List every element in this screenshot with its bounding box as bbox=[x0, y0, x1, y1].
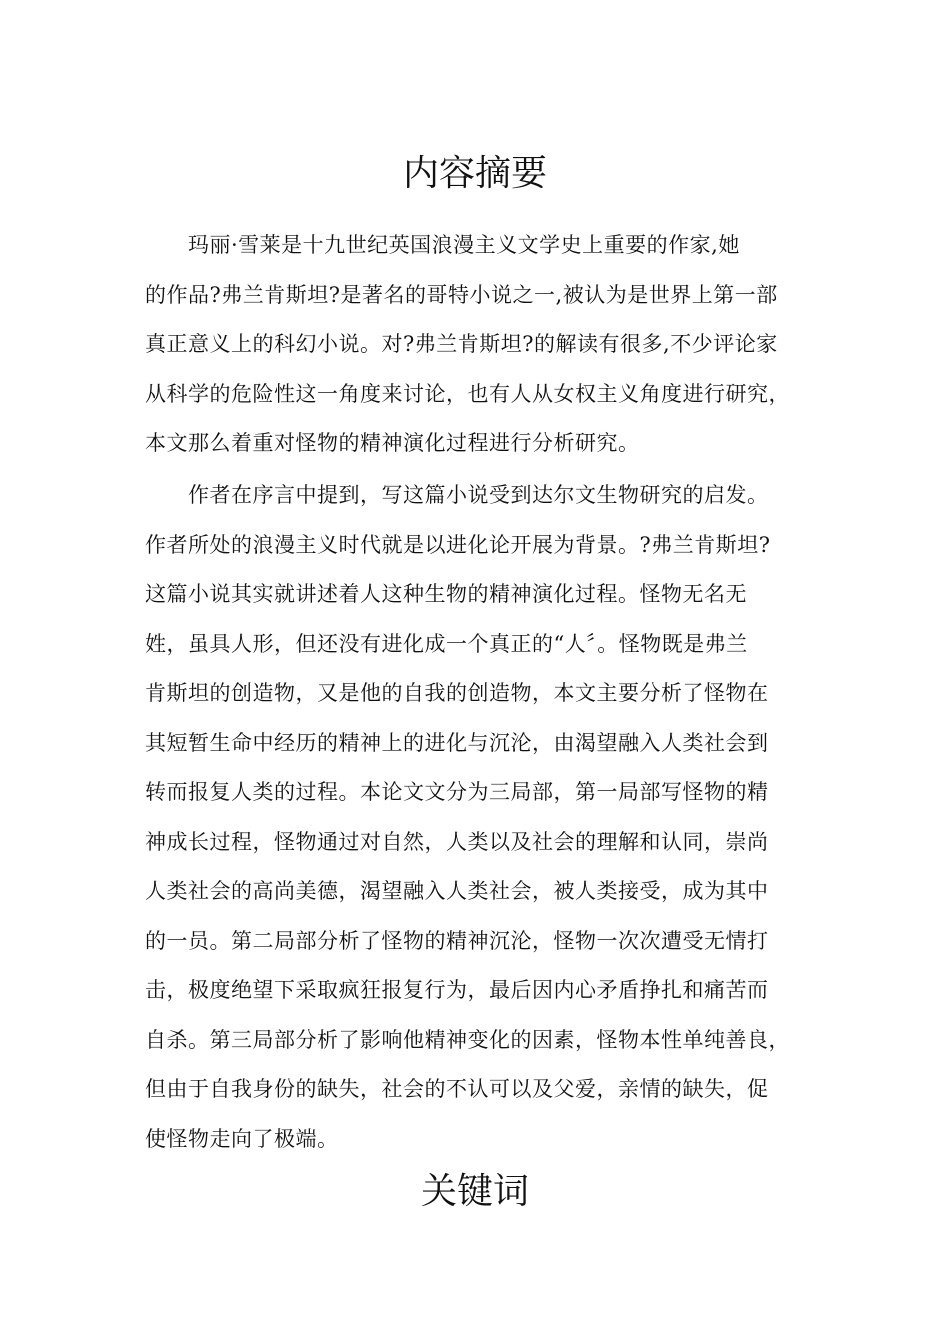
paragraph-2-line-9: 人类社会的高尚美德，渴望融入人类社会，被人类接受，成为其中 bbox=[145, 879, 769, 903]
paragraph-2-line-14: 使怪物走向了极端。 bbox=[145, 1127, 339, 1151]
keywords-heading: 关键词 bbox=[420, 1171, 529, 1212]
paragraph-2-line-3: 这篇小说其实就讲述着人这种生物的精神演化过程。怪物无名无 bbox=[145, 582, 747, 606]
paragraph-1-line-1: 玛丽·雪莱是十九世纪英国浪漫主义文学史上重要的作家,她 bbox=[188, 233, 740, 257]
paragraph-2-line-6: 其短暂生命中经历的精神上的进化与沉沦，由渴望融入人类社会到 bbox=[145, 731, 769, 755]
paragraph-2-line-10: 的一员。第二局部分析了怪物的精神沉沦，怪物一次次遭受无情打 bbox=[145, 929, 769, 953]
paragraph-1-line-3: 真正意义上的科幻小说。对?弗兰肯斯坦?的解读有很多,不少评论家 bbox=[145, 332, 778, 356]
page-title: 内容摘要 bbox=[402, 153, 547, 194]
paragraph-1-line-2: 的作品?弗兰肯斯坦?是著名的哥特小说之一,被认为是世界上第一部 bbox=[145, 283, 778, 307]
paragraph-2-line-2: 作者所处的浪漫主义时代就是以进化论开展为背景。?弗兰肯斯坦? bbox=[145, 533, 771, 557]
paragraph-1-line-5: 本文那么着重对怪物的精神演化过程进行分析研究。 bbox=[145, 431, 640, 455]
paragraph-2-line-11: 击，极度绝望下采取疯狂报复行为，最后因内心矛盾挣扎和痛苦而 bbox=[145, 978, 769, 1002]
paragraph-2-line-13: 但由于自我身份的缺失，社会的不认可以及父爱，亲情的缺失，促 bbox=[145, 1077, 769, 1101]
paragraph-2-line-7: 转而报复人类的过程。本论文文分为三局部，第一局部写怪物的精 bbox=[145, 780, 769, 804]
paragraph-2-line-12: 自杀。第三局部分析了影响他精神变化的因素，怪物本性单纯善良， bbox=[145, 1028, 790, 1052]
paragraph-1-line-4: 从科学的危险性这一角度来讨论，也有人从女权主义角度进行研究， bbox=[145, 382, 790, 406]
paragraph-2-line-4: 姓，虽具人形，但还没有进化成一个真正的“人〞。怪物既是弗兰 bbox=[145, 632, 748, 656]
paragraph-2-line-8: 神成长过程，怪物通过对自然，人类以及社会的理解和认同，崇尚 bbox=[145, 830, 769, 854]
paragraph-2-line-5: 肯斯坦的创造物，又是他的自我的创造物，本文主要分析了怪物在 bbox=[145, 681, 769, 705]
paragraph-2-line-1: 作者在序言中提到，写这篇小说受到达尔文生物研究的启发。 bbox=[188, 483, 769, 507]
